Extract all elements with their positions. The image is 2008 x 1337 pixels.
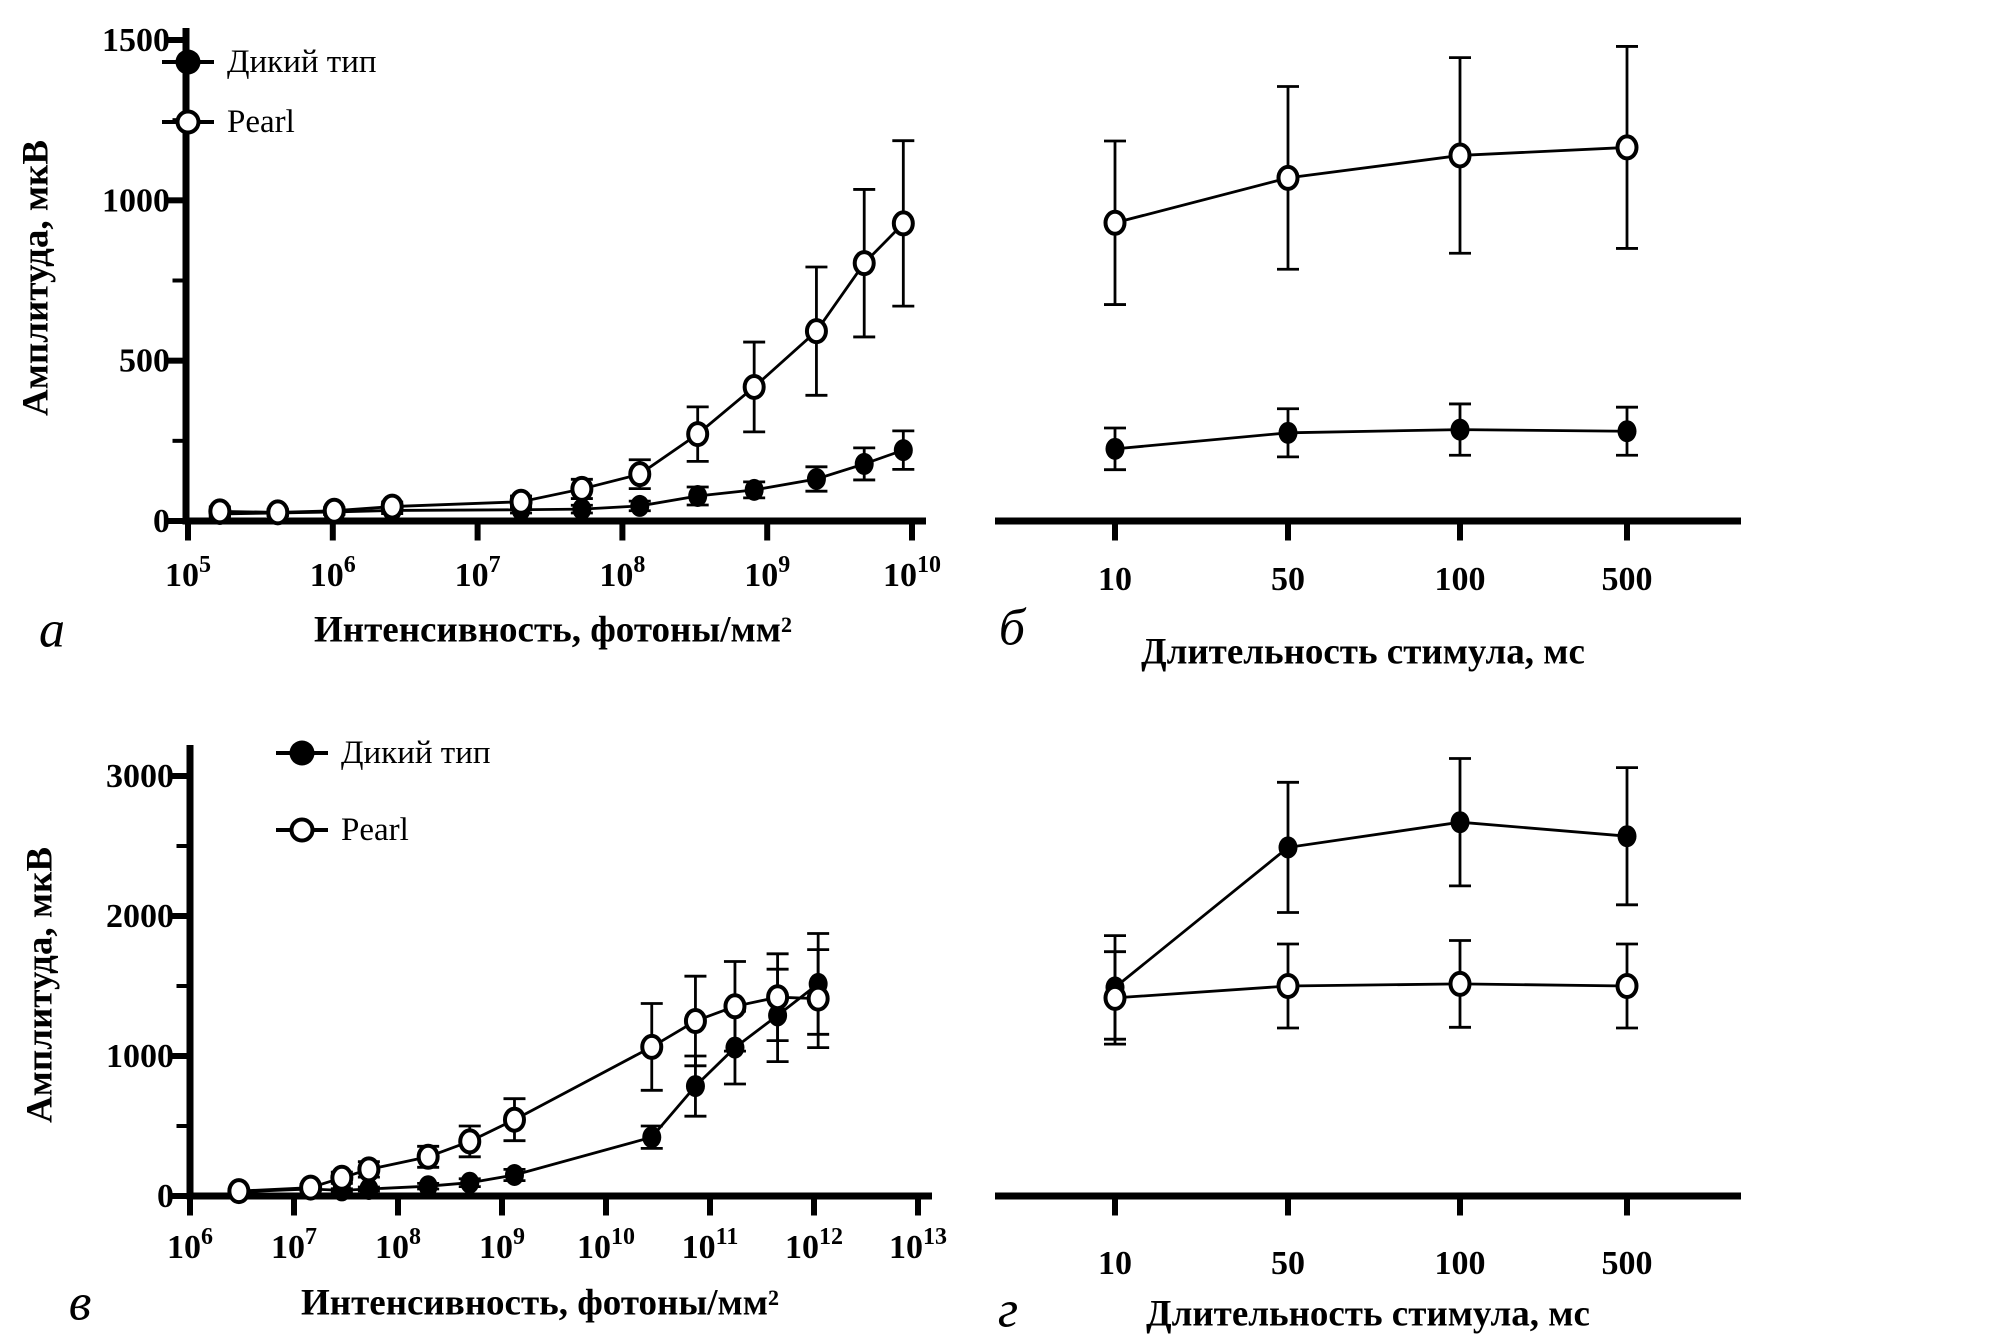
filled-circle-marker [1618, 825, 1637, 847]
filled-circle-marker [1279, 836, 1298, 858]
x-tick-label: 100 [1434, 1245, 1486, 1282]
x-tick-label: $10^7$ [454, 552, 501, 594]
open-circle-marker [1451, 973, 1470, 995]
filled-circle-marker [505, 1164, 524, 1186]
filled-circle-marker [1618, 420, 1637, 442]
filled-circle-marker [1451, 419, 1470, 441]
open-circle-marker [572, 478, 591, 500]
filled-circle-marker [1106, 438, 1125, 460]
x-tick-label: 10 [1098, 1245, 1132, 1282]
open-circle-marker [725, 995, 744, 1017]
series-line [220, 450, 903, 514]
open-circle-marker [807, 320, 826, 342]
legend-label: Pearl [341, 811, 409, 848]
series-line [1115, 430, 1627, 449]
x-tick-label: 10 [1098, 561, 1132, 598]
open-circle-marker [1618, 975, 1637, 997]
series-wild-type [1104, 404, 1638, 470]
open-circle-marker [855, 252, 874, 274]
filled-circle-marker [807, 468, 826, 490]
filled-circle-marker [642, 1126, 661, 1148]
open-circle-marker-icon [276, 816, 328, 844]
filled-circle-marker [894, 439, 913, 461]
panel-v-legend [276, 727, 491, 856]
y-tick-label: 1000 [102, 182, 170, 220]
open-circle-marker [1106, 212, 1125, 234]
open-circle-marker [894, 212, 913, 234]
x-tick-label: $10^6$ [167, 1224, 213, 1266]
series-line [220, 223, 903, 512]
series-pearl [1104, 46, 1638, 304]
y-tick-label: 3000 [106, 758, 174, 795]
x-tick-label: $10^5$ [165, 552, 211, 594]
filled-circle-marker [686, 1075, 705, 1097]
y-tick-label: 1500 [102, 22, 170, 59]
x-tick-label: $10^{11}$ [681, 1224, 739, 1266]
x-tick-label: $10^{12}$ [785, 1224, 843, 1266]
open-circle-marker [512, 491, 531, 513]
panel-a-y-axis-title: Амплитуда, мкВ [15, 139, 57, 417]
filled-circle-marker [460, 1172, 479, 1194]
x-tick-label: 500 [1601, 561, 1653, 598]
legend-label: Дикий тип [341, 734, 491, 771]
filled-circle-marker [855, 453, 874, 475]
panel-g-letter: г [997, 1281, 1019, 1337]
panel-a-x-axis-title: Интенсивность, фотоны/мм² [313, 609, 793, 651]
open-circle-marker [359, 1158, 378, 1180]
x-tick-label: $10^{13}$ [889, 1224, 947, 1266]
x-tick-label: 50 [1271, 561, 1305, 598]
open-circle-marker [301, 1177, 320, 1199]
legend-item-wild-type [162, 36, 377, 88]
open-circle-marker [268, 501, 287, 523]
series-pearl [1104, 941, 1638, 1045]
x-tick-label: $10^7$ [271, 1224, 317, 1266]
series-line [239, 997, 818, 1191]
open-circle-marker [745, 376, 764, 398]
filled-circle-marker [745, 479, 764, 501]
chart-panel-v [106, 745, 947, 1266]
series-wild-type [1104, 759, 1638, 1040]
panel-v-x-axis-title: Интенсивность, фотоны/мм² [300, 1282, 780, 1324]
open-circle-marker [686, 1010, 705, 1032]
open-circle-marker [505, 1109, 524, 1131]
chart-panel-g [995, 759, 1741, 1283]
open-circle-marker [1106, 987, 1125, 1009]
panel-g-x-axis-title: Длительность стимула, мс [1146, 1293, 1590, 1335]
series-wild-type [228, 934, 829, 1203]
filled-circle-marker-icon [162, 48, 214, 76]
open-circle-marker [642, 1036, 661, 1058]
open-circle-marker [229, 1180, 248, 1202]
open-circle-marker [1279, 975, 1298, 997]
open-circle-marker [768, 986, 787, 1008]
panel-b-letter: б [998, 599, 1026, 657]
open-circle-marker [1279, 167, 1298, 189]
x-tick-label: 50 [1271, 1245, 1305, 1282]
filled-circle-marker [688, 485, 707, 507]
open-circle-marker [688, 423, 707, 445]
y-tick-label: 1000 [106, 1038, 174, 1075]
chart-panel-b [995, 46, 1741, 598]
series-line [1115, 822, 1627, 987]
x-tick-label: $10^{10}$ [883, 552, 941, 594]
legend-item-pearl [276, 804, 491, 856]
legend-item-pearl [162, 96, 377, 148]
x-tick-label: $10^8$ [375, 1224, 421, 1266]
panel-b-x-axis-title: Длительность стимула, мс [1141, 631, 1585, 673]
open-circle-marker [210, 500, 229, 522]
panel-a-legend [162, 36, 377, 148]
open-circle-marker [809, 988, 828, 1010]
open-circle-marker-icon [162, 108, 214, 136]
filled-circle-marker [630, 495, 649, 517]
filled-circle-marker [1279, 422, 1298, 444]
series-line [1115, 984, 1627, 998]
series-line [1115, 147, 1627, 222]
x-tick-label: $10^6$ [309, 552, 356, 594]
legend-label: Pearl [227, 103, 295, 140]
x-tick-label: $10^{10}$ [577, 1224, 635, 1266]
open-circle-marker [630, 463, 649, 485]
filled-circle-marker [1451, 811, 1470, 833]
x-tick-label: 500 [1601, 1245, 1653, 1282]
x-tick-label: 100 [1434, 561, 1486, 598]
y-tick-label: 0 [157, 1178, 174, 1215]
open-circle-marker [1451, 144, 1470, 166]
open-circle-marker [383, 496, 402, 518]
series-pearl [228, 950, 829, 1203]
y-tick-label: 2000 [106, 898, 174, 935]
x-tick-label: $10^8$ [599, 552, 646, 594]
panel-v-y-axis-title: Амплитуда, мкВ [19, 846, 61, 1124]
y-tick-label: 0 [153, 503, 170, 540]
open-circle-marker [325, 500, 344, 522]
x-tick-label: $10^9$ [744, 552, 791, 594]
open-circle-marker [332, 1167, 351, 1189]
legend-label: Дикий тип [227, 43, 377, 80]
filled-circle-marker [419, 1175, 438, 1197]
open-circle-marker [460, 1130, 479, 1152]
panel-a-letter: а [39, 601, 65, 659]
legend-item-wild-type [276, 727, 491, 779]
y-tick-label: 500 [119, 342, 170, 380]
open-circle-marker [419, 1146, 438, 1168]
panel-v-letter: в [68, 1274, 92, 1332]
filled-circle-marker-icon [276, 739, 328, 767]
x-tick-label: $10^9$ [479, 1224, 525, 1266]
open-circle-marker [1618, 136, 1637, 158]
